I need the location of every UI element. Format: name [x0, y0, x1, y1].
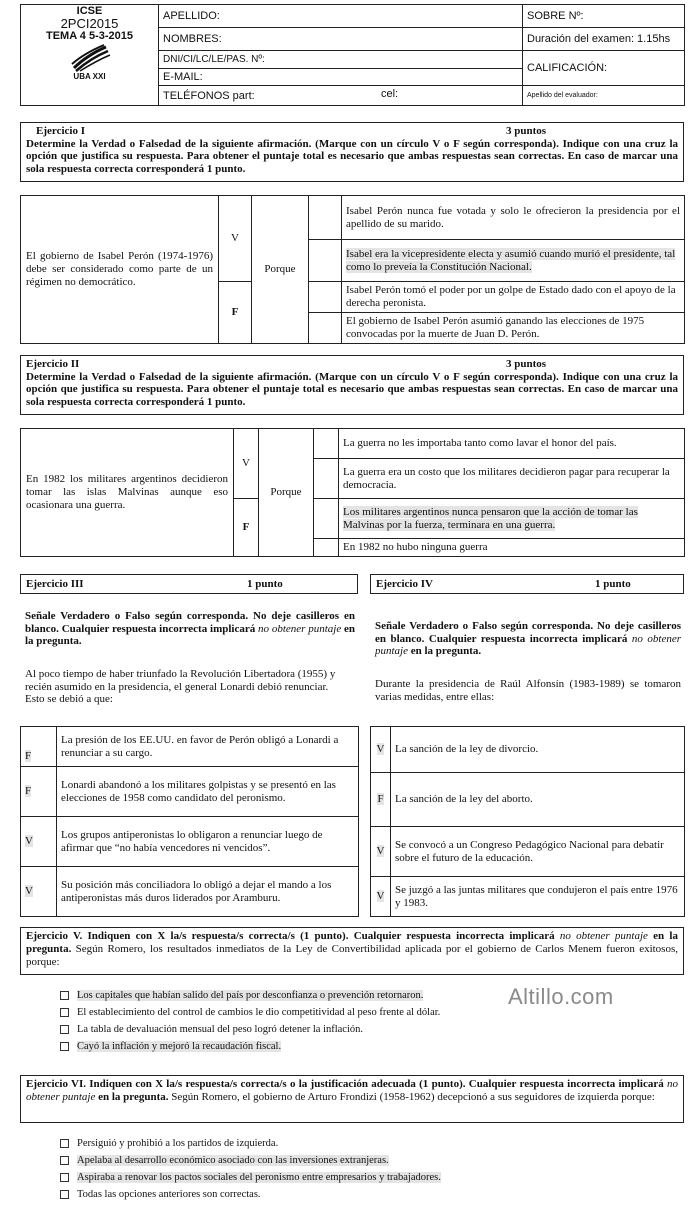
sobre-field[interactable]: SOBRE Nº: — [523, 5, 685, 28]
ej1-table — [20, 195, 684, 344]
ej4-mark-1[interactable]: V — [371, 727, 391, 773]
ej2-porque: Porque — [259, 429, 314, 557]
ej3-mark-2[interactable]: F — [21, 767, 57, 817]
ej4-row-2-text: La sanción de la ley del aborto. — [391, 773, 685, 827]
ej4-row-4-text: Se juzgó a las juntas militares que condujeron el país entre 1976 y 1983. — [391, 877, 685, 917]
checkbox-icon[interactable] — [60, 991, 69, 1000]
ej3-row-2-text: Lonardi abandonó a los militares golpistas y se presentó en las elecciones de 1958 como candidato del peronismo. — [57, 767, 359, 817]
ej1-instructions-box — [20, 122, 684, 182]
list-item[interactable]: Apelaba al desarrollo económico asociado con las inversiones extranjeras. — [60, 1152, 520, 1169]
list-item[interactable]: Persiguió y prohibió a los partidos de izquierda. — [60, 1135, 520, 1152]
ej3-table — [20, 726, 358, 917]
checkbox-icon[interactable] — [60, 1156, 69, 1165]
ej4-row-1-text: La sanción de la ley de divorcio. — [391, 727, 685, 773]
ej3-instructions: Señale Verdadero o Falso según corresponda. No deje casilleros en blanco. Cualquier respuesta incorrecta implicará no obtener puntaje en la pregunta. — [25, 610, 356, 647]
watermark: Altillo.com — [508, 984, 614, 1009]
ej2-option-4: En 1982 no hubo ninguna guerra — [339, 539, 685, 557]
table-row — [371, 827, 685, 877]
ej4-table — [370, 726, 684, 917]
ej4-mark-4[interactable]: V — [371, 877, 391, 917]
ej4-mark-3[interactable]: V — [371, 827, 391, 877]
exam-id-cell — [21, 5, 159, 106]
ej2-instructions: Determine la Verdad o Falsedad de la siguiente afirmación. (Marque con un círculo V o F según corresponda). Indique con una cruz la opción que justifica su respuesta. Para obtener el puntaje total es necesario que ambas respuestas sean correctas. En caso de marcar una sola respuesta correcta corresponderá 1 punto. — [26, 370, 678, 408]
table-row — [21, 867, 359, 917]
ej3-intro: Al poco tiempo de haber triunfado la Revolución Libertadora (1955) y recién asumido en la presidencia, el general Lonardi debió renunciar. Esto se debió a que: — [25, 668, 336, 705]
ej2-f-cell[interactable] — [234, 499, 259, 557]
ej4-row-3-text: Se convocó a un Congreso Pedagógico Nacional para debatir sobre el futuro de la educación. — [391, 827, 685, 877]
ej4-instructions: Señale Verdadero o Falso según corresponda. No deje casilleros en blanco. Cualquier respuesta incorrecta implicará no obtener puntaje en la pregunta. — [375, 620, 681, 657]
dni-field[interactable]: DNI/CI/LC/LE/PAS. Nº: — [159, 50, 523, 68]
ej2-check-4[interactable] — [314, 539, 339, 557]
ej3-row-4-text: Su posición más conciliadora lo obligó a dejar el mando a los antiperonistas más duros liderados por Aramburu. — [57, 867, 359, 917]
ej1-points: 3 puntos — [506, 125, 547, 137]
exam-header — [20, 4, 684, 106]
ej2-instructions-box — [20, 355, 684, 415]
ej1-v: V — [231, 232, 239, 244]
checkbox-icon[interactable] — [60, 1008, 69, 1017]
uba-logo-text: UBA XXI — [73, 72, 106, 81]
list-item[interactable]: Todas las opciones anteriores son correctas. — [60, 1186, 520, 1203]
ej2-title: Ejercicio II — [26, 358, 80, 370]
ej2-f: F — [242, 521, 250, 533]
cel-label: cel: — [381, 88, 399, 101]
table-row — [371, 727, 685, 773]
ej1-title: Ejercicio I — [36, 125, 85, 137]
ej2-table — [20, 428, 684, 557]
ej1-statement: El gobierno de Isabel Perón (1974-1976) debe ser considerado como parte de un régimen no democrático. — [21, 196, 219, 344]
ej1-check-2[interactable] — [309, 240, 342, 282]
checkbox-icon[interactable] — [60, 1173, 69, 1182]
exam-tema: TEMA 4 5-3-2015 — [45, 30, 134, 42]
table-row — [21, 817, 359, 867]
calificacion-field[interactable]: CALIFICACIÓN: — [523, 50, 685, 86]
table-row — [21, 727, 359, 767]
ej4-intro: Durante la presidencia de Raúl Alfonsín (1983-1989) se tomaron varias medidas, entre ellas: — [375, 678, 681, 703]
ej1-porque: Porque — [252, 196, 309, 344]
nombres-field[interactable]: NOMBRES: — [159, 27, 523, 50]
ej4-title: Ejercicio IV — [376, 578, 433, 590]
ej2-option-3: Los militares argentinos nunca pensaron que la acción de tomar las Malvinas por la fuerza, terminara en una guerra. — [339, 499, 685, 539]
ej4-points: 1 punto — [595, 578, 631, 590]
ej6-instructions-box: Ejercicio VI. Indiquen con X la/s respuesta/s correcta/s o la justificación adecuada (1 punto). Cualquier respuesta incorrecta implicará no obtener puntaje en la pregunta. Según Romero, el gobierno de Arturo Frondizi (1958-1962) decepcionó a sus seguidores de izquierda porque: — [20, 1075, 684, 1123]
ej5-options — [60, 987, 520, 1055]
ej2-points: 3 puntos — [506, 358, 547, 370]
ej3-title-box — [20, 574, 358, 594]
ej2-option-2: La guerra era un costo que los militares decidieron pagar para recuperar la democracia. — [339, 459, 685, 499]
table-row — [21, 767, 359, 817]
ej1-v-cell[interactable] — [219, 196, 252, 282]
ej1-option-4: El gobierno de Isabel Perón asumió ganando las elecciones de 1975 convocadas por la muerte de Juan D. Perón. — [342, 313, 685, 344]
exam-code: 2PCI2015 — [60, 16, 119, 31]
ej1-f: F — [231, 306, 239, 318]
list-item[interactable]: Aspiraba a renovar los pactos sociales del peronismo entre empresarios y trabajadores. — [60, 1169, 520, 1186]
checkbox-icon[interactable] — [60, 1139, 69, 1148]
ej2-check-1[interactable] — [314, 429, 339, 459]
ej3-row-3-text: Los grupos antiperonistas lo obligaron a renunciar luego de afirmar que “no había vencedores ni vencidos”. — [57, 817, 359, 867]
ej4-title-box — [370, 574, 684, 594]
checkbox-icon[interactable] — [60, 1042, 69, 1051]
apellido-field[interactable]: APELLIDO: — [159, 5, 523, 28]
telefonos-label: TELÉFONOS part: — [163, 89, 255, 102]
telefonos-field[interactable] — [159, 86, 523, 106]
ej1-option-3: Isabel Perón tomó el poder por un golpe de Estado dado con el apoyo de la derecha peronista. — [342, 282, 685, 313]
ej2-v: V — [242, 457, 250, 469]
ej3-mark-3[interactable]: V — [21, 817, 57, 867]
table-row — [371, 773, 685, 827]
ej1-check-4[interactable] — [309, 313, 342, 344]
ej3-mark-1[interactable]: F — [21, 727, 57, 767]
ej6-options — [60, 1135, 520, 1203]
ej2-v-cell[interactable] — [234, 429, 259, 499]
email-field[interactable]: E-MAIL: — [159, 69, 523, 86]
evaluador-field[interactable]: Apellido del evaluador: — [523, 86, 685, 106]
ej2-option-1: La guerra no les importaba tanto como lavar el honor del país. — [339, 429, 685, 459]
ej1-check-3[interactable] — [309, 282, 342, 313]
list-item[interactable]: El establecimiento del control de cambios le dio competitividad al peso frente al dólar. — [60, 1004, 520, 1021]
table-row — [371, 877, 685, 917]
ej3-title: Ejercicio III — [26, 578, 84, 590]
list-item[interactable]: La tabla de devaluación mensual del peso logró detener la inflación. — [60, 1021, 520, 1038]
ej1-option-2: Isabel era la vicepresidente electa y asumió cuando murió el presidente, tal como lo preveía la Constitución Nacional. — [342, 240, 685, 282]
list-item[interactable]: Los capitales que habían salido del país por desconfianza o prevención retornaron. — [60, 987, 520, 1004]
ej1-instructions: Determine la Verdad o Falsedad de la siguiente afirmación. (Marque con un círculo V o F según corresponda). Indique con una cruz la opción que justifica su respuesta. Para obtener el puntaje total es necesario que ambas respuestas sean correctas. En caso de marcar una sola respuesta correcta corresponderá 1 punto. — [26, 137, 678, 175]
icse-label: ICSE — [76, 5, 103, 17]
ej5-instructions-box: Ejercicio V. Indiquen con X la/s respuesta/s correcta/s (1 punto). Cualquier respuesta incorrecta implicará no obtener puntaje en la pregunta. Según Romero, los resultados inmediatos de la Ley de Convertibilidad aplicada por el gobierno de Carlos Menem fueron exitosos, porque: — [20, 927, 684, 975]
ej2-statement: En 1982 los militares argentinos decidieron tomar las islas Malvinas aunque eso ocasionara una guerra. — [21, 429, 234, 557]
ej2-check-3[interactable] — [314, 499, 339, 539]
checkbox-icon[interactable] — [60, 1025, 69, 1034]
checkbox-icon[interactable] — [60, 1190, 69, 1199]
ej3-mark-4[interactable]: V — [21, 867, 57, 917]
ej3-points: 1 punto — [247, 578, 283, 590]
ej2-check-2[interactable] — [314, 459, 339, 499]
uba-logo-icon — [68, 44, 112, 72]
ej1-option-1: Isabel Perón nunca fue votada y solo le ofrecieron la presidencia por el apellido de su marido. — [342, 196, 685, 240]
ej3-row-1-text: La presión de los EE.UU. en favor de Perón obligó a Lonardi a renunciar a su cargo. — [57, 727, 359, 767]
duracion-label: Duración del examen: 1.15hs — [523, 27, 685, 50]
list-item[interactable]: Cayó la inflación y mejoró la recaudación fiscal. — [60, 1038, 520, 1055]
ej4-mark-2[interactable]: F — [371, 773, 391, 827]
ej1-f-cell[interactable] — [219, 282, 252, 344]
ej1-check-1[interactable] — [309, 196, 342, 240]
